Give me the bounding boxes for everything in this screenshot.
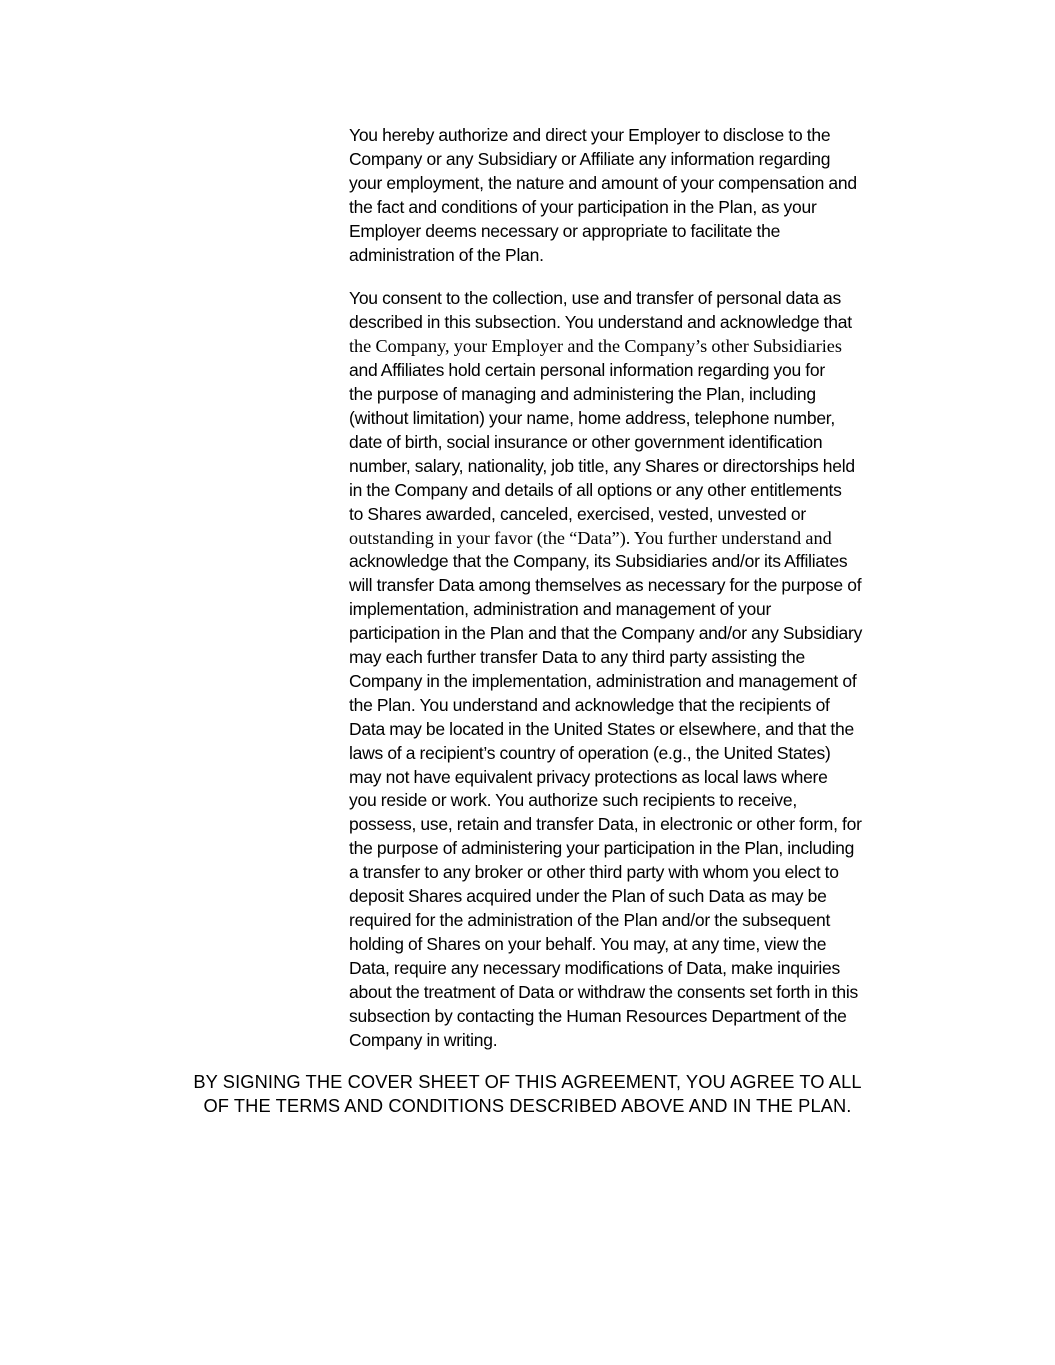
paragraph-line: laws of a recipient’s country of operation (e.g., the United States) (349, 742, 831, 763)
paragraph-line: to Shares awarded, canceled, exercised, vested, unvested or (349, 503, 806, 524)
paragraph-line: date of birth, social insurance or other government identification (349, 431, 823, 452)
data-consent-paragraph (349, 287, 929, 1052)
acknowledgement-line: BY SIGNING THE COVER SHEET OF THIS AGREEMENT, YOU AGREE TO ALL (193, 1071, 862, 1092)
paragraph-line: implementation, administration and management of your (349, 599, 772, 620)
paragraph-line: number, salary, nationality, job title, any Shares or directorships held (349, 455, 855, 476)
paragraph-line: the fact and conditions of your participation in the Plan, as your (349, 196, 817, 217)
paragraph-line: a transfer to any broker or other third party with whom you elect to (349, 862, 839, 883)
paragraph-line: will transfer Data among themselves as necessary for the purpose of (349, 575, 862, 596)
paragraph-line: holding of Shares on your behalf. You may, at any time, view the (349, 933, 827, 954)
signature-acknowledgement (110, 1070, 945, 1118)
paragraph-line: possess, use, retain and transfer Data, in electronic or other form, for (349, 814, 862, 835)
paragraph-line: (without limitation) your name, home address, telephone number, (349, 407, 836, 428)
paragraph-line: and Affiliates hold certain personal information regarding you for (349, 360, 825, 381)
paragraph-line: subsection by contacting the Human Resources Department of the (349, 1005, 847, 1026)
paragraph-line: deposit Shares acquired under the Plan of such Data as may be (349, 886, 827, 907)
paragraph-line: about the treatment of Data or withdraw the consents set forth in this (349, 981, 859, 1002)
paragraph-line: may each further transfer Data to any third party assisting the (349, 647, 805, 668)
paragraph-line: Employer deems necessary or appropriate to facilitate the (349, 220, 781, 241)
paragraph-line: the Plan. You understand and acknowledge that the recipients of (349, 694, 830, 715)
paragraph-line: described in this subsection. You understand and acknowledge that (349, 312, 852, 333)
paragraph-line: in the Company and details of all options or any other entitlements (349, 479, 842, 500)
paragraph-line: required for the administration of the Plan and/or the subsequent (349, 910, 831, 930)
paragraph-line: Company or any Subsidiary or Affiliate any information regarding (349, 148, 831, 169)
paragraph-line: Company in writing. (349, 1029, 498, 1050)
paragraph-line: Data, require any necessary modifications of Data, make inquiries (349, 957, 841, 978)
acknowledgement-line: OF THE TERMS AND CONDITIONS DESCRIBED ABOVE AND IN THE PLAN. (203, 1095, 852, 1116)
data-disclosure-paragraph (349, 124, 929, 267)
paragraph-line: the purpose of managing and administering the Plan, including (349, 384, 816, 405)
paragraph-line: You consent to the collection, use and transfer of personal data as (349, 288, 842, 309)
paragraph-line: Company in the implementation, administration and management of (349, 670, 857, 691)
body-column (349, 124, 929, 1052)
paragraph-line: the purpose of administering your participation in the Plan, including (349, 838, 855, 859)
paragraph-line: the Company, your Employer and the Company’s other Subsidiaries (349, 336, 842, 357)
paragraph-spacer (349, 267, 929, 287)
paragraph-line: You hereby authorize and direct your Employer to disclose to the (349, 125, 831, 145)
paragraph-line: acknowledge that the Company, its Subsidiaries and/or its Affiliates (349, 551, 848, 572)
paragraph-line: your employment, the nature and amount of your compensation and (349, 172, 857, 193)
paragraph-line: participation in the Plan and that the Company and/or any Subsidiary (349, 623, 863, 644)
paragraph-line: may not have equivalent privacy protections as local laws where (349, 766, 828, 787)
paragraph-line: Data may be located in the United States or elsewhere, and that the (349, 718, 854, 739)
paragraph-line: outstanding in your favor (the “Data”). You further understand and (349, 527, 832, 548)
paragraph-line: administration of the Plan. (349, 244, 544, 265)
paragraph-line: you reside or work. You authorize such recipients to receive, (349, 790, 797, 811)
